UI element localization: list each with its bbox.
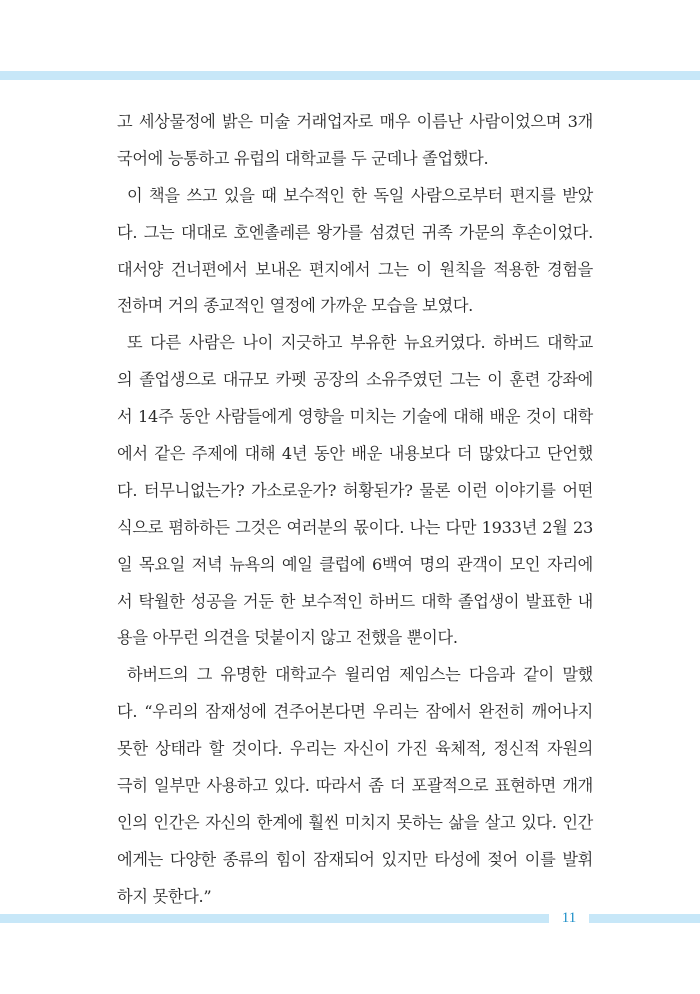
text-line: 일 목요일 저녁 뉴욕의 예일 클럽에 6백여 명의 관객이 모인 자리에 (117, 554, 593, 574)
text-line: 식으로 폄하하든 그것은 여러분의 몫이다. 나는 다만 1933년 2월 23 (117, 517, 593, 537)
text-line: 하지 못한다.” (117, 886, 212, 906)
text-line: 이 책을 쓰고 있을 때 보수적인 한 독일 사람으로부터 편지를 받았 (127, 185, 593, 205)
text-line: 대서양 건너편에서 보내온 편지에서 그는 이 원칙을 적용한 경험을 (117, 259, 593, 279)
text-line: 극히 일부만 사용하고 있다. 따라서 좀 더 포괄적으로 표현하면 개개 (117, 776, 593, 796)
text-line: 하버드의 그 유명한 대학교수 윌리엄 제임스는 다음과 같이 말했 (127, 665, 593, 685)
text-line: 다. “우리의 잠재성에 견주어본다면 우리는 잠에서 완전히 깨어나지 (117, 702, 593, 722)
text-line: 의 졸업생으로 대규모 카펫 공장의 소유주였던 그는 이 훈련 강좌에 (117, 370, 593, 390)
text-line: 전하며 거의 종교적인 열정에 가까운 모습을 보였다. (117, 296, 473, 316)
footer-rule-left (0, 914, 549, 923)
text-line: 서 탁월한 성공을 거둔 한 보수적인 하버드 대학 졸업생이 발표한 내 (117, 591, 593, 611)
page-number: 11 (561, 910, 577, 926)
text-line: 에게는 다양한 종류의 힘이 잠재되어 있지만 타성에 젖어 이를 발휘 (117, 849, 593, 869)
text-line: 국어에 능통하고 유럽의 대학교를 두 군데나 졸업했다. (117, 148, 489, 168)
text-line: 서 14주 동안 사람들에게 영향을 미치는 기술에 대해 배운 것이 대학 (117, 407, 593, 427)
footer-rule-right (589, 914, 700, 923)
text-line: 용을 아무런 의견을 덧붙이지 않고 전했을 뿐이다. (117, 628, 458, 648)
text-line: 못한 상태라 할 것이다. 우리는 자신이 가진 육체적, 정신적 자원의 (117, 739, 593, 759)
text-line: 다. 터무니없는가? 가소로운가? 허황된가? 물론 이런 이야기를 어떤 (117, 480, 593, 500)
header-rule (0, 71, 700, 80)
text-line: 다. 그는 대대로 호엔촐레른 왕가를 섬겼던 귀족 가문의 후손이었다. (117, 222, 593, 242)
text-line: 에서 같은 주제에 대해 4년 동안 배운 내용보다 더 많았다고 단언했 (117, 444, 593, 464)
text-line: 인의 인간은 자신의 한계에 훨씬 미치지 못하는 삶을 살고 있다. 인간 (117, 812, 593, 832)
text-line: 또 다른 사람은 나이 지긋하고 부유한 뉴요커였다. 하버드 대학교 (127, 333, 593, 353)
body-text (117, 104, 593, 916)
text-line: 고 세상물정에 밝은 미술 거래업자로 매우 이름난 사람이었으며 3개 (117, 112, 593, 131)
